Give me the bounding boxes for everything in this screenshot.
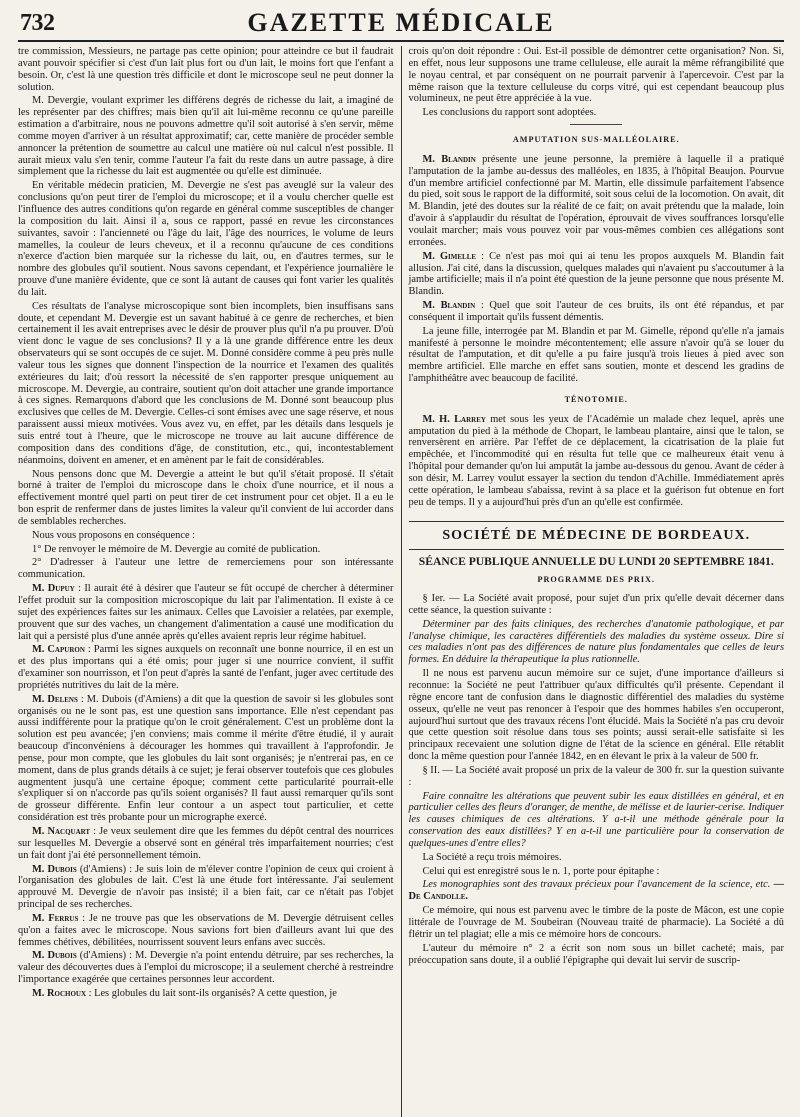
right-column bbox=[402, 46, 785, 1117]
speaker-name: M. Blandin bbox=[422, 153, 476, 165]
paragraph: Ces résultats de l'analyse microscopique sont bien incomplets, bien insuffisans sans doute, et cependant M. Devergie est un savant habitué à ce genre de recherches, et bien certainement il les avait entreprises avec le désir de prouver plus qu'il n'a pu prouver. D'où vient donc le vague de ses conclusions? Il y a là une grande différence entre les deux observateurs qui se sont occupés de ce sujet. M. Donné considère comme à peu près nulle valeur tous les signes que donnent l'inspection de la nourrice et l'examen des qualités extérieures du lait; d'où ressort la nécessité de s'en rapporter presque uniquement au microscope. M. Devergie, au contraire, soutient qu'on doit attacher une grande importance à ces signes. Remarquons d'abord que les conclusions de M. Donné sont beaucoup plus exclusives que celles de M. Devergie. Celles-ci sont émises avec une sage réserve, et nous paraissent aussi mieux motivées. Vous avez vu, en effet, par les détails dans lesquels je suis entré tout à l'heure, que le microscope ne trouve au lait aucune différence de composition dans des conditions d'âge, de constitution, etc., qui, incontestablement néanmoins, doivent en amener, et en amènent par le fait de considérables. bbox=[18, 300, 394, 466]
speaker-paragraph bbox=[18, 988, 394, 1000]
paragraph: Nous vous proposons en conséquence : bbox=[32, 529, 196, 541]
paragraph: Celui qui est enregistré sous le n. 1, porte pour épitaphe : bbox=[422, 865, 660, 877]
speaker-name: M. Nacquart bbox=[32, 826, 91, 837]
section-divider bbox=[570, 124, 622, 125]
epigraph-author: — De Candolle. bbox=[408, 879, 784, 903]
page-number: 732 bbox=[20, 10, 55, 36]
paragraph: Les conclusions du rapport sont adoptées. bbox=[422, 107, 597, 119]
programme-heading: PROGRAMME DES PRIX. bbox=[537, 575, 655, 585]
prize-question: Déterminer par des faits cliniques, des recherches d'anatomie pathologique, et par l'analyse chimique, les caractères différentiels des maladies du système osseux. Dire si ces maladies n'ont pas des différences de nature plus fondamentales que celles de leurs formes. En déduire la thérapeutique la plus rationnelle. bbox=[408, 618, 784, 666]
epigraph-text: Les monographies sont des travaux précieux pour l'avancement de la science, etc. bbox=[422, 879, 771, 891]
paragraph: § Ier. — La Société avait proposé, pour sujet d'un prix qu'elle devait décerner dans cette séance, la question suivante : bbox=[408, 593, 784, 616]
speaker-text: : Les globules du lait sont-ils organisés? A cette question, je bbox=[86, 987, 337, 999]
speaker-paragraph bbox=[409, 251, 785, 298]
paragraph: M. Devergie, voulant exprimer les différens degrés de richesse du lait, a imaginé de les représenter par des chiffres; mais bien qu'il ait lui-même reconnu ce qu'une pareille estimation a d'arbitraire, nous ne pouvons admettre qu'il soit autorisé à s'en servir, même comme moyen d'arriver à un résultat approximatif; car, cette manière de procéder semble annoncer la prétention de soumettre au calcul une matière où nul calcul n'est possible. Il aurait mieux valu s'en tenir, comme l'auteur l'a fait du reste dans un autre passage, à dire simplement que la richesse du lait est augmentée ou qu'elle est diminuée. bbox=[18, 95, 394, 178]
paragraph: La Société a reçu trois mémoires. bbox=[422, 851, 562, 863]
paragraph: 1° De renvoyer le mémoire de M. Devergie au comité de publication. bbox=[32, 543, 321, 555]
speaker-name: M. Dupuy bbox=[32, 583, 75, 595]
speaker-name: M. Blandin bbox=[422, 300, 476, 312]
speaker-paragraph bbox=[409, 300, 785, 324]
speaker-text: (d'Amiens) : M. Devergie n'a point entendu détruire, par ses recherches, la valeur des découvertes dues à l'emploi du microscope; il a seulement cherché à restreindre l'importance exagérée que certaines personnes leur accordent. bbox=[18, 950, 394, 986]
speaker-text: (d'Amiens) : Je suis loin de m'élever contre l'opinion de ceux qui croient à l'organisation des globules de lait. C'est là une étude fort intéressante. J'ai seulement approuvé M. Devergie de n'avoir pas insisté; il a bien fait, car ce n'était pas l'objet principal de ses recherches. bbox=[18, 863, 394, 911]
paragraph: La jeune fille, interrogée par M. Blandin et par M. Gimelle, répond qu'elle n'a jamais manifesté à personne le moindre mécontentement; elle assure n'avoir qu'à se louer du résultat de l'amputation, et dit qu'elle a pu faire jusqu'à trois lieues à pied avec son membre artificiel. Elle marche en effet sans soutien, monte et descend les gradins de l'amphithéâtre avec beaucoup de facilité. bbox=[408, 325, 784, 385]
speaker-name: M. Dubois bbox=[32, 950, 77, 962]
paragraph: § II. — La Société avait proposé un prix de la valeur de 300 fr. sur la question suivante : bbox=[408, 764, 784, 788]
speaker-text: : Ce n'est pas moi qui ai tenu les propos auxquels M. Blandin fait allusion. J'ai cité, dans la discussion, quelques malades qui n'avaient pu s'accoutumer à la jambe artificielle; mais il n'a point été question de la jeune personne que nous présente M. Blandin. bbox=[408, 250, 784, 298]
session-heading: SÉANCE PUBLIQUE ANNUELLE DU LUNDI 20 SEPTEMBRE 1841. bbox=[409, 549, 785, 568]
speaker-paragraph bbox=[409, 414, 785, 509]
speaker-name: M. Ferrus bbox=[32, 912, 79, 924]
speaker-name: M. H. Larrey bbox=[422, 413, 486, 425]
speaker-text: : Il aurait été à désirer que l'auteur se fût occupé de chercher à déterminer l'effet produit sur la composition microscopique du lait par l'alimentation. Il existe à ce sujet des expériences faites sur les animaux. Celles que Lavoisier a relatées, par exemple, prouvent que sur des vaches, un changement d'alimentation a causé une modification du lait qui a persisté plus d'une année après qu'elles avaient repris leur régime habituel. bbox=[18, 583, 394, 642]
speaker-paragraph bbox=[18, 583, 394, 642]
paragraph: En véritable médecin praticien, M. Devergie ne s'est pas aveuglé sur la valeur des conclusions qu'on peut tirer de l'emploi du microscope; et il a voulu chercher quelle est l'influence des autres conditions qu'on regarde en général comme susceptibles de changer la composition du lait. Ainsi il a, sous ce rapport, passé en revue les circonstances suivantes, savoir : l'ancienneté ou l'âge du lait, l'âge des nourrices, le volume de leurs mamelles, la couleur de leurs cheveux, et il a reconnu qu'aucune de ces conditions n'exerce d'action bien marquée sur la richesse du lait, ou, en d'autres termes, sur le nombre des globules qu'il soutient. Nous savons cependant, et l'expérience journalière le prouve d'une manière évidente, que ce sont là autant de causes qui font varier les qualités du lait. bbox=[18, 180, 394, 298]
speaker-paragraph bbox=[18, 950, 394, 986]
masthead-title: GAZETTE MÉDICALE bbox=[247, 8, 555, 37]
speaker-name: M. Gimelle bbox=[422, 250, 477, 262]
paragraph: Ce mémoire, qui nous est parvenu avec le timbre de la poste de Mâcon, est une copie littérale de l'ouvrage de M. Soubeiran (Nouveau traité de pharmacie). La Société a dû flétrir un tel plagiat; elle a mis ce mémoire hors de concours. bbox=[408, 905, 784, 940]
paragraph: L'auteur du mémoire n° 2 a écrit son nom sous un billet cacheté; mais, par préoccupation sans doute, il a oublié l'épigraphe qui devait lui servir de suscrip- bbox=[408, 942, 784, 966]
section-heading: AMPUTATION SUS-MALLÉOLAIRE. bbox=[512, 135, 680, 145]
speaker-name: M. Dubois bbox=[32, 863, 77, 875]
speaker-text: : Quel que soit l'auteur de ces bruits, ils ont été répandus, et par conséquent il importait qu'ils fussent démentis. bbox=[408, 300, 784, 323]
speaker-text: met sous les yeux de l'Académie un malade chez lequel, après une amputation du pied à la méthode de Chopart, le lambeau plantaire, ainsi que le talon, se renversèrent en arrière. Par l'effet de ce déplacement, la cicatrisation de la plaie fut empêchée, et l'incommodité qui en résulta fut telle que ce malheureux était venu à l'hôpital pour demander qu'on lui amputât la jambe au-dessous du genou. Avant de céder à son désir, M. Larrey voulut essayer la section du tendon d'Achille. Immédiatement après cette opération, le lambeau s'abaissa, revint à sa place et la guérison fut obtenue en fort peu de temps. Il y a aujourd'hui près d'un an qu'elle est confirmée. bbox=[408, 413, 784, 508]
speaker-paragraph bbox=[409, 154, 785, 249]
page-header bbox=[18, 6, 784, 42]
speaker-paragraph bbox=[18, 826, 394, 862]
speaker-name: M. Capuron bbox=[32, 644, 85, 656]
paragraph: Il ne nous est parvenu aucun mémoire sur ce sujet, d'une importance d'ailleurs si reconnue: la Société ne peut l'attribuer qu'aux difficultés qu'il présente. Cependant il règne encore tant de confusion dans le diagnostic différentiel des maladies du système osseux, qu'elle ne veut pas renoncer à l'espoir que des hommes habiles s'en occuperont, aujourd'hui surtout que des travaux récens l'ont élucidé. Mais la Société n'a pas cru devoir que cette question soit résolue dans tous ses points; aussi serait-elle satisfaite si les principaux recevaient une solution digne de l'état de la science en général. Elle rétablit donc la même question pour l'année 1842, en en élevant le prix à la valeur de 500 fr. bbox=[408, 668, 784, 763]
speaker-paragraph bbox=[18, 913, 394, 949]
speaker-name: M. Delens bbox=[32, 693, 78, 705]
text-columns bbox=[18, 46, 784, 1117]
speaker-text: : Parmi les signes auxquels on reconnaît une bonne nourrice, il en est un et des plus importans qui a été omis; pour juger si une nourrice convient, il suffit d'examiner son nourrisson, et l'on peut d'après la santé de l'enfant, juger avec certitude des propriétés nutritives du lait de la mère. bbox=[18, 644, 394, 691]
left-column bbox=[18, 46, 401, 1117]
paragraph: crois qu'on doit répondre : Oui. Est-il possible de démontrer cette organisation? Non. Si, en effet, nous leur supposons une trame celluleuse, elle aurait la même réfrangibilité que le noyau central, et par conséquent on ne pourrait parvenir à l'apercevoir. C'est par la même raison que la texture celluleuse du corps vitré, qui est cependant beaucoup plus volumineux, ne peut être appréciée à la vue. bbox=[408, 46, 784, 105]
speaker-name: M. Rochoux bbox=[32, 987, 87, 999]
section-heading: TÉNOTOMIE. bbox=[564, 394, 628, 404]
society-heading: SOCIÉTÉ DE MÉDECINE DE BORDEAUX. bbox=[409, 521, 785, 542]
speaker-paragraph bbox=[18, 864, 394, 911]
speaker-paragraph bbox=[18, 694, 394, 824]
paragraph: Nous pensons donc que M. Devergie a atteint le but qu'il s'était proposé. Il s'était borné à traiter de l'emploi du microscope dans le choix d'une nourrice, et il nous a effectivement montré quel parti on peut tirer de cet instrument pour cet objet. Il a eu le bon esprit de renfermer dans de justes limites la valeur qu'il convient de lui accorder dans de semblables recherches. bbox=[18, 468, 394, 527]
paragraph: tre commission, Messieurs, ne partage pas cette opinion; pour atteindre ce but il faudrait avant pouvoir spécifier si c'est d'un lait plus fort ou d'un lait, le moins fort que l'enfant a besoin. Or, c'est là une question très difficile et dont le microscope seul ne peut donner la solution. bbox=[18, 46, 394, 93]
prize-question: Faire connaître les altérations que peuvent subir les eaux distillées en général, et en particulier celles des fleurs d'oranger, de menthe, de mélisse et de laurier-cerise. Indiquer les causes chimiques de ces altérations. Y a-t-il une méthode générale pour la conservation des eaux distillées? Y en a-t-il une particulière pour la conservation de quelques-unes d'entre elles? bbox=[408, 790, 784, 849]
speaker-paragraph bbox=[18, 644, 394, 691]
speaker-text: : Je ne trouve pas que les observations de M. Devergie détruisent celles qu'on a faites avec le microscope. Nous savions fort bien d'ailleurs avant lui que des femmes chétives, débilitées, nourrissent souvent leurs enfans avec succès. bbox=[18, 912, 394, 948]
paragraph: 2° D'adresser à l'auteur une lettre de remerciemens pour son intéressante communication. bbox=[18, 557, 394, 581]
speaker-text: présente une jeune personne, la première à laquelle il a pratiqué l'amputation de la jambe au-dessus des malléoles, en 1835, à l'hôpital Beaujon. Pourvue d'un membre artificiel confectionné par M. Martin, elle dissimule parfaitement l'absence du pied, soit sous le rapport de la difformité, soit sous celui de la locomotion. On avait, dit M. Blandin, jeté des doutes sur la réalité de ce fait; on avait prétendu que la malade, loin d'avoir à s'applaudir du résultat de l'opération, éprouvait de vives souffrances lorsqu'elle voulait marcher; mais vous pouvez voir par vous-mêmes combien ces allégations sont erronées. bbox=[408, 153, 784, 248]
epigraph bbox=[409, 879, 785, 903]
speaker-text: : Je veux seulement dire que les femmes du dépôt central des nourrices sur lesquelles M. Devergie a observé sont en général très imparfaitement nourries; c'est un fait dont j'ai été personnellement témoin. bbox=[18, 826, 394, 861]
speaker-text: : M. Dubois (d'Amiens) a dit que la question de savoir si les globules sont organisés ou ne le sont pas, est une question sans importance. Elle n'est cependant pas aussi indifférente pour la pratique qu'on le croit généralement. C'est un problème dont la solution est peu avancée; j'en conviens; mais comme il mérite d'être étudié, il y aurait beaucoup d'inconvéniens à décourager les hommes qui travaillent à l'approfondir. Je pense, pour mon compte, que les globules du lait sont organisés; je n'entrerai pas, en ce moment, dans de plus grands détails à ce sujet; je ferai observer toutefois que ces globules augmentent jusqu'à une certaine époque; comment cette particularité pourrait-elle s'expliquer si on n'accorde pas qu'ils soient organisés? Il faut aussi remarquer qu'ils sont de grosseur différente. Enfin leur contour a un aspect tout particulier, et cette considération est très probante pour un micrographe exercé. bbox=[18, 693, 394, 824]
